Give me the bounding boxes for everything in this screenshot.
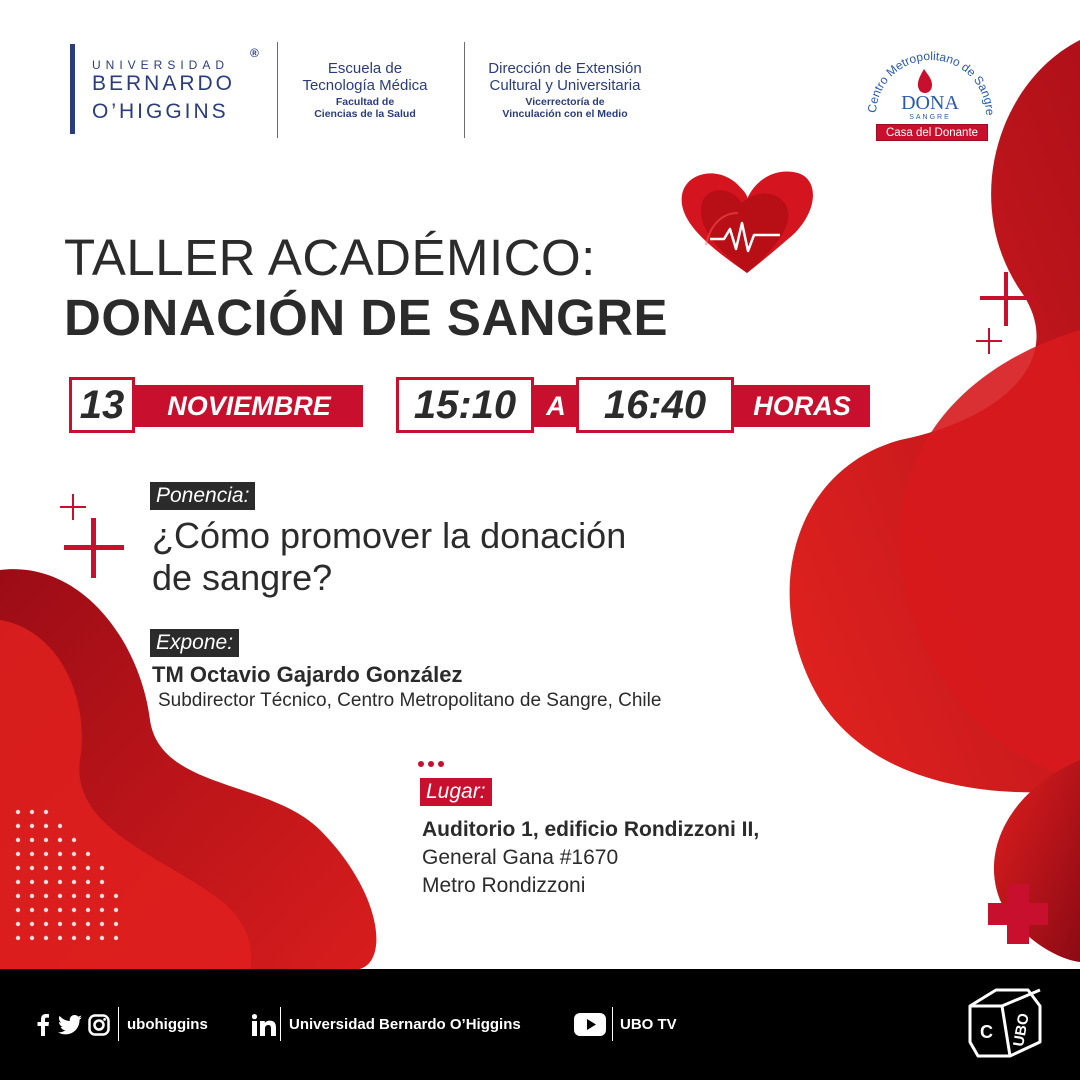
extension-logo xyxy=(470,60,660,120)
ubo-logo-bar xyxy=(70,44,75,134)
plus-icon xyxy=(974,326,1004,356)
school-title-2: Tecnología Médica xyxy=(302,77,428,94)
title-line-1: TALLER ACADÉMICO: xyxy=(64,229,596,286)
heart-icon xyxy=(676,165,818,275)
extension-sub-1: Vicerrectoría de xyxy=(525,96,605,108)
header-divider xyxy=(277,42,278,138)
speaker-role: Subdirector Técnico, Centro Metropolitano de Sangre, Chile xyxy=(158,690,662,711)
footer-divider xyxy=(280,1007,281,1041)
registered-mark: ® xyxy=(250,46,259,60)
extension-title-2: Cultural y Universitaria xyxy=(489,77,641,94)
speaker-name: TM Octavio Gajardo González xyxy=(152,662,463,687)
instagram-icon[interactable] xyxy=(88,1014,110,1036)
date-month: NOVIEMBRE xyxy=(135,385,363,427)
title-line-2: DONACIÓN DE SANGRE xyxy=(64,289,669,346)
header-divider xyxy=(464,42,465,138)
plus-icon xyxy=(976,268,1038,330)
plus-icon xyxy=(62,516,126,580)
facebook-icon[interactable] xyxy=(36,1014,50,1036)
youtube-channel[interactable]: UBO TV xyxy=(620,1016,677,1033)
venue-line-2: General Gana #1670 xyxy=(422,846,619,869)
ubo-tv-logo-text: UBO xyxy=(1010,1012,1033,1048)
seal-tag: Casa del Donante xyxy=(876,124,988,141)
date-day: 13 xyxy=(69,377,135,433)
talk-title-line-1: ¿Cómo promover la donación xyxy=(152,515,627,556)
school-sub-2: Ciencias de la Salud xyxy=(314,108,416,120)
seal-brand: DONA xyxy=(901,92,959,114)
time-connector: A xyxy=(534,385,578,427)
footer-divider xyxy=(612,1007,613,1041)
linkedin-icon[interactable] xyxy=(252,1014,276,1036)
plus-icon xyxy=(988,884,1048,944)
talk-title xyxy=(152,515,802,599)
youtube-icon[interactable] xyxy=(574,1013,606,1036)
school-sub-1: Facultad de xyxy=(335,96,395,108)
ubo-tv-logo xyxy=(966,986,1046,1060)
dots-decoration xyxy=(418,754,448,760)
linkedin-name[interactable]: Universidad Bernardo O’Higgins xyxy=(289,1016,521,1033)
speaker-label: Expone: xyxy=(150,629,239,657)
twitter-icon[interactable] xyxy=(58,1015,82,1035)
school-title-1: Escuela de xyxy=(327,60,403,77)
blood-drop-icon xyxy=(918,69,932,93)
footer-divider xyxy=(118,1007,119,1041)
extension-sub-2: Vinculación con el Medio xyxy=(502,108,628,120)
svg-text:C: C xyxy=(980,1022,993,1042)
seal-brand-sub: SANGRE xyxy=(909,114,951,121)
time-end: 16:40 xyxy=(576,377,734,433)
venue-line-1: Auditorio 1, edificio Rondizzoni II, xyxy=(422,818,760,841)
venue-label: Lugar: xyxy=(420,778,492,806)
time-start: 15:10 xyxy=(396,377,534,433)
school-logo xyxy=(286,60,444,120)
venue-line-3: Metro Rondizzoni xyxy=(422,874,586,897)
ubo-logo-line2: BERNARDO xyxy=(92,72,236,95)
seal-arc-text: Centro Metropolitano de Sangre xyxy=(864,48,997,116)
talk-label: Ponencia: xyxy=(150,482,255,510)
extension-title-1: Dirección de Extensión xyxy=(488,60,642,77)
time-unit: HORAS xyxy=(734,385,870,427)
ubo-logo-line3: O’HIGGINS xyxy=(92,100,229,123)
dot-pattern xyxy=(14,808,134,958)
ubo-logo-line1: UNIVERSIDAD xyxy=(92,58,230,72)
talk-title-line-2: de sangre? xyxy=(152,557,333,598)
social-handle[interactable]: ubohiggins xyxy=(127,1016,208,1033)
